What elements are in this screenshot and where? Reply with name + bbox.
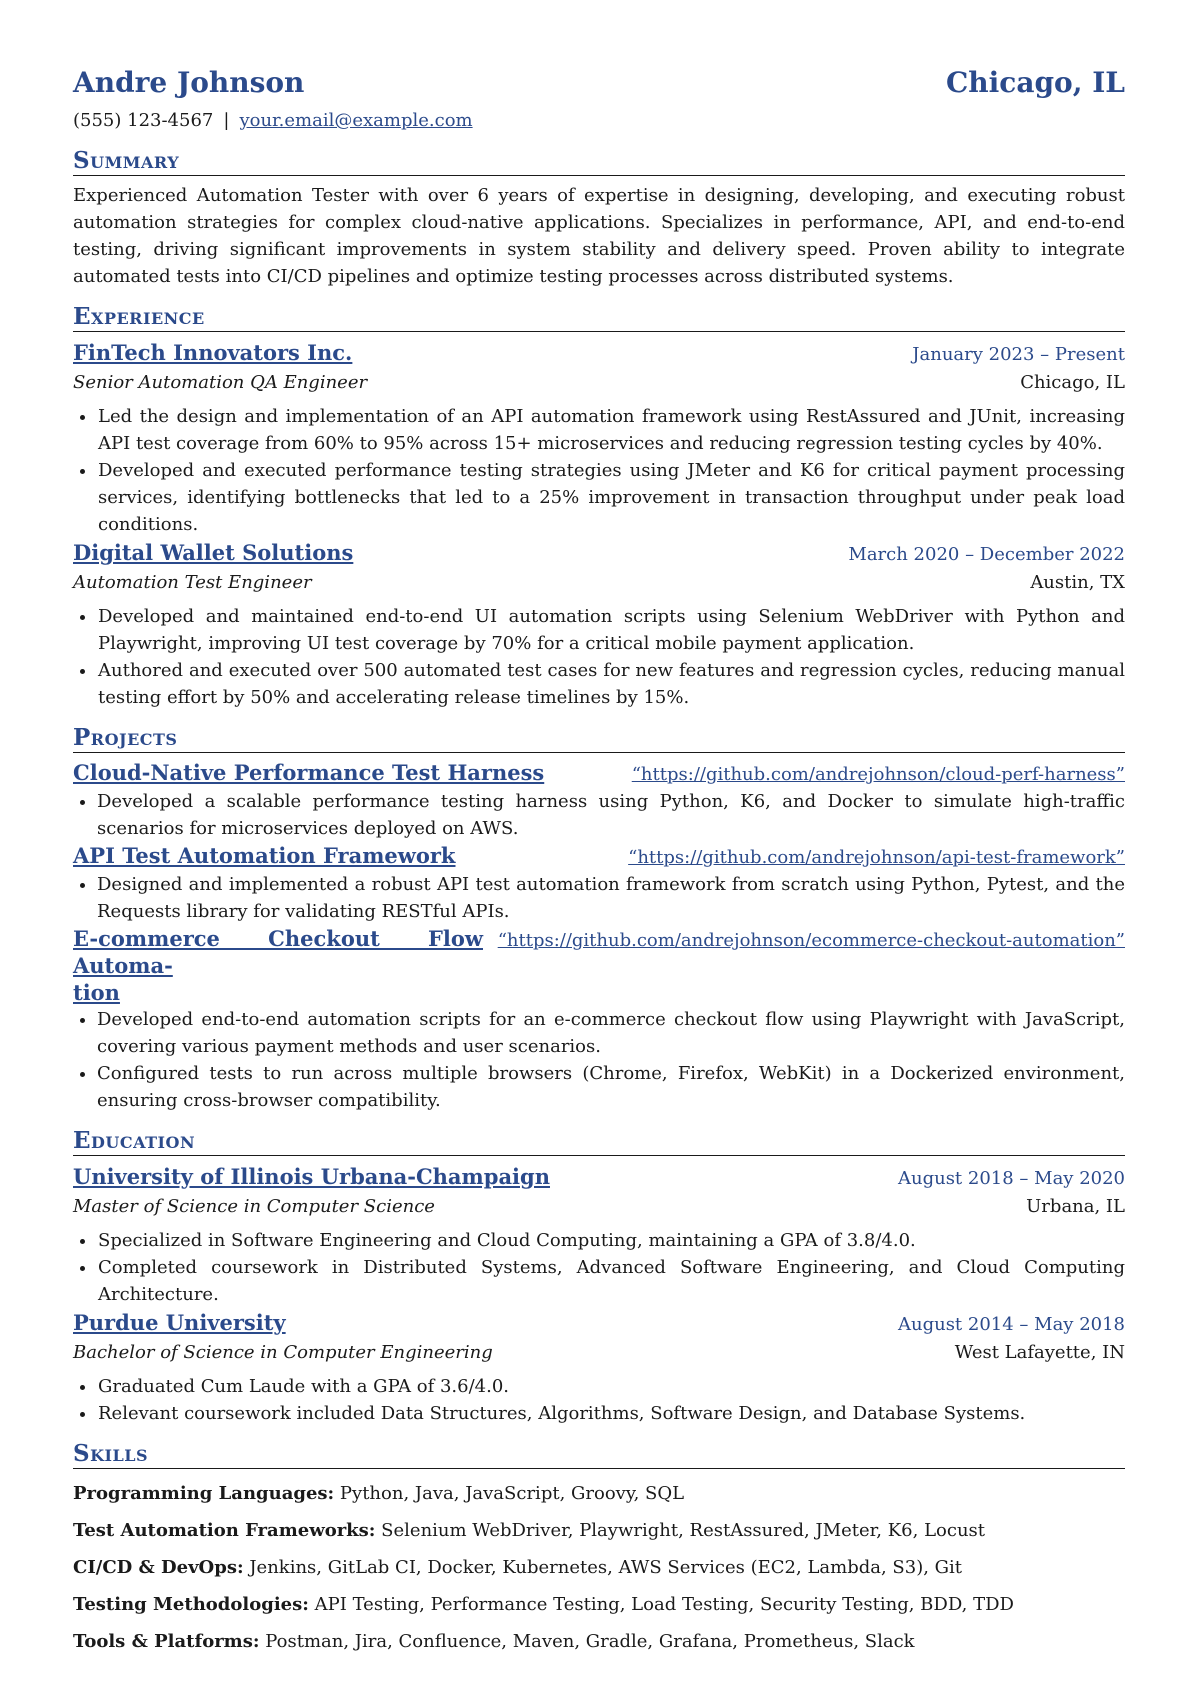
- job-bullet: • Developed and maintained end-to-end UI automation scripts using Selenium WebDriver with Python and Playwright, improving UI test coverage by 70% for a critical mobile payment application.: [97, 603, 1125, 657]
- education-entry: [73, 1162, 1125, 1308]
- job-entry: [73, 338, 1125, 538]
- project-bullet: • Developed a scalable performance testing harness using Python, K6, and Docker to simulate high-traffic scenarios for microservices deployed on AWS.: [97, 788, 1125, 842]
- project-bullet: • Developed end-to-end automation scripts for an e-commerce checkout flow using Playwright with JavaScript, covering various payment methods and user scenarios.: [97, 1006, 1125, 1060]
- company-name[interactable]: Digital Wallet Solutions: [73, 540, 354, 565]
- degree: Master of Science in Computer Science: [73, 1196, 435, 1217]
- degree: Bachelor of Science in Computer Engineering: [73, 1342, 493, 1363]
- company-name[interactable]: FinTech Innovators Inc.: [73, 340, 353, 365]
- project-name[interactable]: E-commerce Checkout Flow Automa-: [73, 926, 483, 978]
- job-dates: January 2023 – Present: [912, 344, 1125, 365]
- skill-label: Testing Methodologies:: [73, 1594, 309, 1615]
- email-link[interactable]: your.email@example.com: [239, 110, 473, 131]
- project-bullets: [73, 871, 1125, 925]
- project-url-link[interactable]: “https://github.com/andrejohnson/api-test-framework”: [628, 847, 1125, 868]
- section-title-education: Education: [73, 1126, 1125, 1156]
- skill-row: [73, 1512, 1125, 1549]
- contact-separator: |: [223, 110, 230, 131]
- school-name[interactable]: University of Illinois Urbana-Champaign: [73, 1164, 550, 1189]
- skill-value: Postman, Jira, Confluence, Maven, Gradle, Grafana, Prometheus, Slack: [265, 1631, 915, 1652]
- skills-list: [73, 1475, 1125, 1660]
- skill-label: CI/CD & DevOps:: [73, 1557, 244, 1578]
- project-name[interactable]: Cloud-Native Performance Test Harness: [73, 760, 545, 785]
- section-title-summary: Summary: [73, 146, 1125, 176]
- skill-label: Test Automation Frameworks:: [73, 1520, 376, 1541]
- skill-value: Python, Java, JavaScript, Groovy, SQL: [339, 1483, 685, 1504]
- project-name[interactable]: API Test Automation Framework: [73, 843, 456, 868]
- job-dates: March 2020 – December 2022: [848, 544, 1125, 565]
- job-entry: [73, 538, 1125, 711]
- job-bullets: [73, 603, 1125, 711]
- education-entry: [73, 1308, 1125, 1427]
- project-bullets: [73, 788, 1125, 842]
- section-title-projects: Projects: [73, 723, 1125, 753]
- school-dates: August 2014 – May 2018: [897, 1314, 1125, 1335]
- school-name[interactable]: Purdue University: [73, 1310, 286, 1335]
- job-bullets: [73, 403, 1125, 538]
- school-location: Urbana, IL: [1026, 1196, 1125, 1217]
- job-bullet: • Developed and executed performance testing strategies using JMeter and K6 for critical payment processing services, identifying bottlenecks that led to a 25% improvement in transaction throughput under peak load conditions.: [97, 457, 1125, 538]
- phone-number: (555) 123-4567: [73, 110, 214, 131]
- resume-header: [73, 62, 1125, 104]
- skill-value: Jenkins, GitLab CI, Docker, Kubernetes, AWS Services (EC2, Lambda, S3), Git: [249, 1557, 963, 1578]
- job-role: Senior Automation QA Engineer: [73, 372, 368, 393]
- project-bullet: • Designed and implemented a robust API test automation framework from scratch using Python, Pytest, and the Requests library for validating RESTful APIs.: [97, 871, 1125, 925]
- skill-label: Programming Languages:: [73, 1483, 335, 1504]
- education-bullets: [73, 1227, 1125, 1308]
- skill-row: [73, 1549, 1125, 1586]
- section-title-experience: Experience: [73, 302, 1125, 332]
- project-entry: [73, 759, 1125, 842]
- school-location: West Lafayette, IN: [954, 1342, 1125, 1363]
- project-entry: [73, 842, 1125, 925]
- skill-row: [73, 1475, 1125, 1512]
- project-url-link[interactable]: “https://github.com/andrejohnson/ecommerce-checkout-automation”: [497, 930, 1125, 951]
- education-bullet: • Relevant coursework included Data Structures, Algorithms, Software Design, and Database Systems.: [97, 1400, 1125, 1427]
- contact-line: [73, 108, 1125, 134]
- summary-text: Experienced Automation Tester with over 6 years of expertise in designing, developing, and executing robust automation strategies for complex cloud-native applications. Specializes in performance, API, and end-to-end testing, driving significant improvements in system stability and delivery speed. Proven ability to integrate automated tests into CI/CD pipelines and optimize testing processes across distributed systems.: [73, 185, 1125, 287]
- education-bullet: • Graduated Cum Laude with a GPA of 3.6/4.0.: [97, 1373, 1125, 1400]
- project-bullet: • Configured tests to run across multiple browsers (Chrome, Firefox, WebKit) in a Dockerized environment, ensuring cross-browser compatibility.: [97, 1060, 1125, 1114]
- skill-value: Selenium WebDriver, Playwright, RestAssured, JMeter, K6, Locust: [381, 1520, 986, 1541]
- project-bullets: [73, 1006, 1125, 1114]
- job-role: Automation Test Engineer: [73, 572, 312, 593]
- skill-label: Tools & Platforms:: [73, 1631, 260, 1652]
- candidate-location: Chicago, IL: [945, 66, 1125, 99]
- project-url-link[interactable]: “https://github.com/andrejohnson/cloud-perf-harness”: [631, 764, 1125, 785]
- job-bullet: • Led the design and implementation of an API automation framework using RestAssured and JUnit, increasing API test coverage from 60% to 95% across 15+ microservices and reducing regression testing cycles by 40%.: [97, 403, 1125, 457]
- school-dates: August 2018 – May 2020: [897, 1168, 1125, 1189]
- skill-row: [73, 1623, 1125, 1660]
- education-bullets: [73, 1373, 1125, 1427]
- section-title-skills: Skills: [73, 1439, 1125, 1469]
- resume-page: [73, 62, 1125, 1660]
- job-location: Chicago, IL: [1020, 372, 1125, 393]
- skill-row: [73, 1586, 1125, 1623]
- education-bullet: • Completed coursework in Distributed Systems, Advanced Software Engineering, and Cloud Computing Architecture.: [97, 1254, 1125, 1308]
- job-location: Austin, TX: [1030, 572, 1125, 593]
- education-bullet: • Specialized in Software Engineering and Cloud Computing, maintaining a GPA of 3.8/4.0.: [97, 1227, 1125, 1254]
- project-name-continued[interactable]: tion: [73, 980, 120, 1005]
- candidate-name: Andre Johnson: [73, 66, 305, 99]
- skill-value: API Testing, Performance Testing, Load Testing, Security Testing, BDD, TDD: [314, 1594, 1014, 1615]
- project-entry: [73, 925, 1125, 1114]
- job-bullet: • Authored and executed over 500 automated test cases for new features and regression cycles, reducing manual testing effort by 50% and accelerating release timelines by 15%.: [97, 657, 1125, 711]
